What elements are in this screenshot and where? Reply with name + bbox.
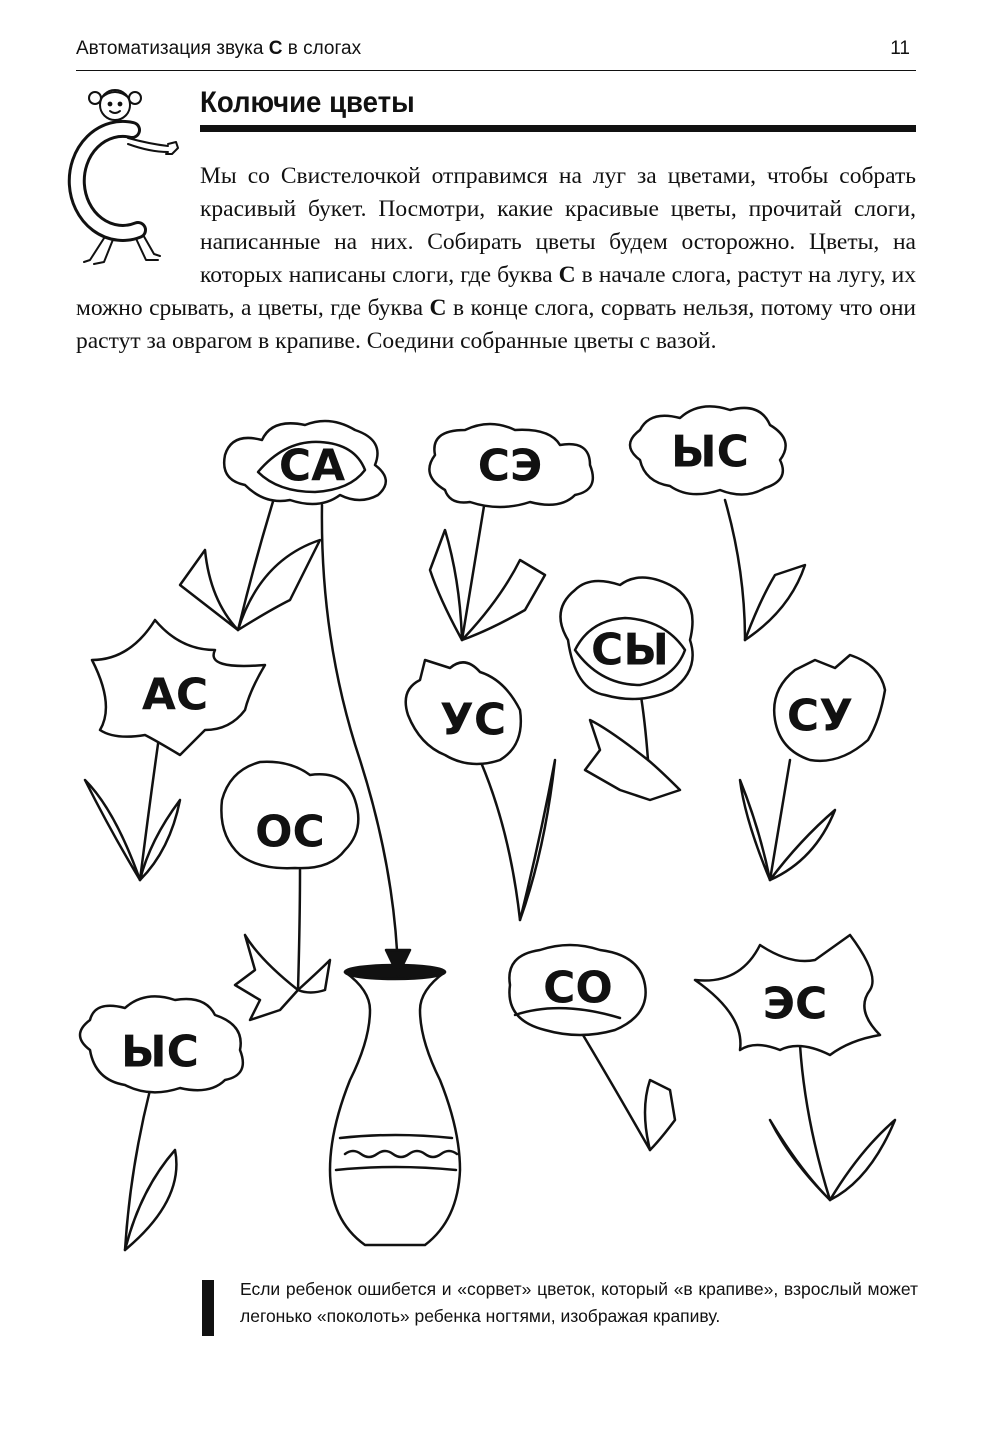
page-number: 11 bbox=[890, 38, 910, 59]
running-head-title: Автоматизация звука С в слогах bbox=[76, 38, 362, 59]
syllable-so: СО bbox=[543, 962, 613, 1014]
syllable-se: СЭ bbox=[477, 440, 543, 492]
note-text: Если ребенок ошибется и «сорвет» цветок, который «в крапиве», взрослый может легонько «поколоть» ребенка ногтями, изображая крапиву. bbox=[240, 1279, 918, 1326]
syllable-sa: СА bbox=[278, 440, 346, 492]
syllable-sy: СЫ bbox=[591, 624, 669, 676]
syllable-es: ЭС bbox=[762, 978, 828, 1030]
syllable-os: ОС bbox=[255, 806, 325, 858]
syllable-ys-bottom: ЫС bbox=[121, 1026, 199, 1078]
note-bar bbox=[202, 1280, 214, 1336]
section-title: Колючие цветы bbox=[200, 86, 415, 119]
flower-su bbox=[740, 655, 885, 880]
syllable-su: СУ bbox=[786, 690, 854, 742]
syllable-ys-top: ЫС bbox=[671, 426, 749, 478]
syllable-us: УС bbox=[439, 694, 507, 746]
example-arrow bbox=[322, 505, 398, 972]
syllable-as: АС bbox=[141, 669, 209, 721]
flower-es bbox=[695, 935, 895, 1200]
flower-os bbox=[221, 762, 358, 1020]
adult-note bbox=[202, 1276, 922, 1340]
vase bbox=[330, 965, 460, 1245]
flower-sy bbox=[560, 578, 692, 801]
intro-paragraph: Мы со Свистелочкой отправимся на луг за цветами, чтобы собрать красивый букет. Посмотри, какие красивые цветы, прочитай слоги, написанные на них. Собирать цветы будем осторожно. Цветы, на которых написаны слоги, где буква С в начале слога, растут на лугу, их можно срывать, а цветы, где буква С в конце слога, сорвать нельзя, потому что они растут за оврагом в крапиве. Соедини собранные цветы с вазой. bbox=[76, 163, 916, 354]
